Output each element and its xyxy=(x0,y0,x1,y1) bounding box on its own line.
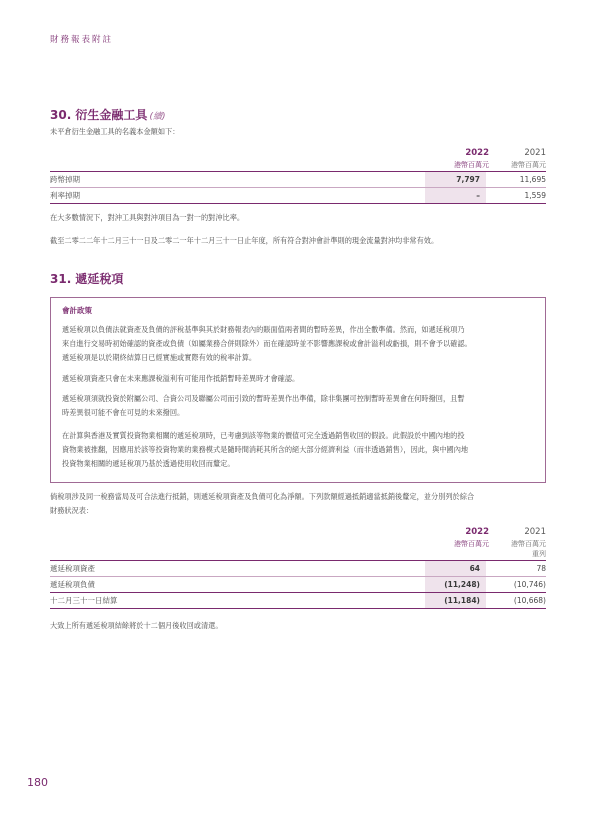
note-30-continued: (續) xyxy=(149,112,166,122)
value-2022: (11,248) xyxy=(425,577,486,593)
note-30-unit-2021: 港幣百萬元 xyxy=(511,161,546,169)
policy-paragraph-1 xyxy=(62,323,542,365)
note-31-intro xyxy=(50,490,546,518)
policy-p4-line: 在計算與香港及實質投資物業相關的遞延稅項時，已考慮到該等物業的價值可完全透過銷售收回的假設。此假設於中國內地的投 xyxy=(62,431,465,440)
value-2021: 1,559 xyxy=(498,188,546,204)
value-2021: 78 xyxy=(498,561,546,577)
note-31-unit-2022: 港幣百萬元 xyxy=(454,540,489,548)
intro-line: 倘稅項涉及同一稅務當局及可合法進行抵銷，則遞延稅項資產及負債可化為淨額。下列款額經過抵銷適當抵銷後釐定，並分別列於綜合 xyxy=(50,492,475,501)
note-30-intro: 未平倉衍生金融工具的名義本金額如下： xyxy=(50,127,180,136)
row-label: 遞延稅項負債 xyxy=(50,577,425,593)
table-row xyxy=(50,188,546,204)
table-total-row xyxy=(50,593,546,609)
note-30-col-2022: 2022 xyxy=(465,148,489,158)
value-2022: 64 xyxy=(425,561,486,577)
table-row xyxy=(50,577,546,593)
note-30-title xyxy=(50,106,165,123)
policy-p3-line: 時差異很可能不會在可見的未來撥回。 xyxy=(62,408,185,417)
policy-p4-line: 資物業被推翻，因應用於該等投資物業的業務模式是隨時間消耗其所含的絕大部分經濟利益（而非透過銷售），因此，與中國內地 xyxy=(62,445,469,454)
total-2021: (10,668) xyxy=(498,593,546,609)
table-row xyxy=(50,561,546,577)
note-31-title: 31. 遞延稅項 xyxy=(50,272,124,286)
note-31-unit-2021: 港幣百萬元 xyxy=(511,540,546,548)
policy-p3-line: 遞延稅項須就投資於附屬公司、合資公司及聯屬公司而引致的暫時差異作出準備，除非集團可控制暫時差異會在何時撥回，且暫 xyxy=(62,394,465,403)
value-2022: 7,797 xyxy=(425,172,486,188)
note-31-closing: 大致上所有遞延稅項結餘將於十二個月後收回或清還。 xyxy=(50,621,223,630)
policy-paragraph-4 xyxy=(62,429,542,471)
note-30-col-2021: 2021 xyxy=(524,148,546,158)
note-30-unit-2022: 港幣百萬元 xyxy=(454,161,489,169)
row-label: 跨幣掉期 xyxy=(50,172,425,188)
value-2022: – xyxy=(425,188,486,204)
note-30-title-text: 30. 衍生金融工具 xyxy=(50,108,148,122)
note-31-table xyxy=(50,560,546,609)
policy-p1-line: 來自進行交易時初始確認的資產或負債（如屬業務合併則除外）而在確認時並不影響應課稅或會計溢利或虧損，則不會予以確認。 xyxy=(62,339,472,348)
note-31-col-2021: 2021 xyxy=(524,527,546,537)
policy-p1-line: 遞延稅項以負債法就資產及負債的評稅基準與其於財務報表內的賬面值兩者間的暫時差異，作出全數準備。然而，如遞延稅項乃 xyxy=(62,325,465,334)
total-2022: (11,184) xyxy=(425,593,486,609)
intro-line: 財務狀況表： xyxy=(50,506,94,515)
row-label: 利率掉期 xyxy=(50,188,425,204)
page-header: 財務報表附註 xyxy=(50,35,114,45)
note-31-col-2022: 2022 xyxy=(465,527,489,537)
note-30-table xyxy=(50,171,546,204)
total-label: 十二月三十一日結算 xyxy=(50,593,425,609)
accounting-policy-box xyxy=(50,297,546,483)
policy-p1-line: 遞延稅項是以於期終結算日已經實施或實際有效的稅率計算。 xyxy=(62,353,257,362)
policy-paragraph-2: 遞延稅項資產只會在未來應課稅溢利有可能用作抵銷暫時差異時才會確認。 xyxy=(62,374,300,383)
row-label: 遞延稅項資產 xyxy=(50,561,425,577)
policy-title: 會計政策 xyxy=(62,306,92,315)
policy-p4-line: 投資物業相關的遞延稅項乃基於透過使用收回而釐定。 xyxy=(62,459,235,468)
value-2021: (10,746) xyxy=(498,577,546,593)
note-30-para-1: 在大多數情況下，對沖工具與對沖項目為一對一的對沖比率。 xyxy=(50,213,245,222)
note-31-restated: 重列 xyxy=(532,550,546,558)
note-30-para-2: 截至二零二二年十二月三十一日及二零二一年十二月三十一日止年度，所有符合對沖會計準則的現金流量對沖均非常有效。 xyxy=(50,236,439,245)
policy-paragraph-3 xyxy=(62,392,542,420)
value-2021: 11,695 xyxy=(498,172,546,188)
table-row xyxy=(50,172,546,188)
page-number: 180 xyxy=(27,776,48,789)
